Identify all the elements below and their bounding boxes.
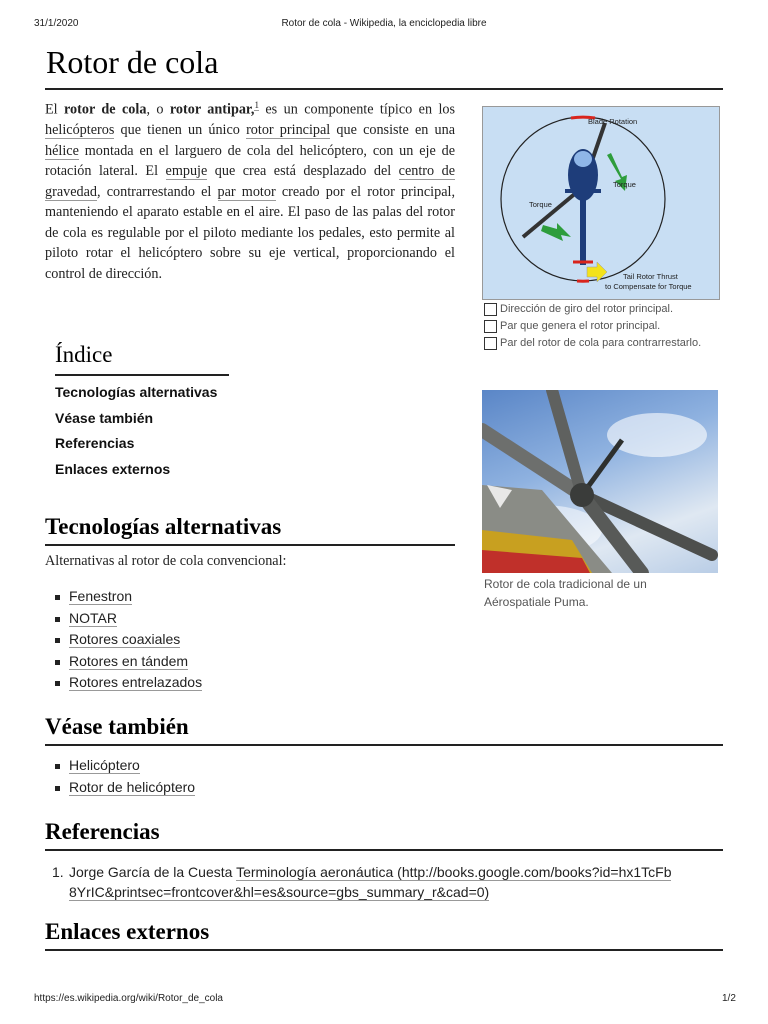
toc-rule [55,374,229,376]
text: que crea está desplazado del [207,163,399,180]
list-item [55,653,202,675]
see-list [55,757,195,800]
text: es un componente típico en los [258,101,455,118]
toc-item-referencias[interactable]: Referencias [55,435,135,451]
link-notar[interactable]: NOTAR [69,609,117,626]
heading-vease: Véase también [45,714,189,739]
legend-swatch-1 [484,303,497,316]
diagram-legend [484,301,701,352]
label-torque-right: Torque [613,180,636,189]
title-rule [45,88,723,90]
legend-item [484,301,701,318]
legend-text: Par del rotor de cola para contrarrestarlo. [500,337,702,349]
label-thrust-line1: Tail Rotor Thrust [623,272,678,281]
list-item [55,610,202,632]
section-rule [45,744,723,746]
section-rule [45,949,723,951]
label-thrust-line2: to Compensate for Torque [605,282,692,291]
legend-item [484,318,701,335]
text: que consiste en una [330,122,455,139]
alt-list [55,588,202,696]
photo-caption: Rotor de cola tradicional de un Aérospatiale Puma. [484,577,647,609]
link-empuje[interactable]: empuje [165,163,208,180]
diagram-svg [483,107,719,299]
intro-paragraph [45,95,455,284]
print-page-number: 1/2 [722,993,736,1004]
link-rotores-tandem[interactable]: Rotores en tándem [69,652,189,669]
photo-svg [482,390,718,573]
text: creado por el rotor principal, manteniendo el aparato estable en el aire. El paso de las palas del rotor de cola es regulable por el piloto mediante los pedales, esto permite al piloto rotar el helicóptero sobre su eje vertical, proporcionando el control de dirección. [45,183,455,282]
legend-swatch-3 [484,337,497,350]
canopy [574,151,592,167]
tail-boom [580,199,586,265]
page-title: Rotor de cola [46,44,219,80]
link-helice[interactable]: hélice [45,142,79,159]
bold-term: rotor de cola [64,101,147,118]
bold-term: rotor antipar, [169,101,255,118]
link-fenestron[interactable]: Fenestron [69,588,133,604]
label-torque-left: Torque [529,200,552,209]
legend-text: Par que genera el rotor principal. [500,320,661,332]
link-helicopteros[interactable]: helicópteros [45,122,115,139]
link-centro-gravedad[interactable]: centro de gravedad [45,163,455,200]
link-rotores-coaxiales[interactable]: Rotores coaxiales [69,631,181,647]
puma-tail-rotor-photo [482,390,718,573]
list-item [55,631,202,653]
link-rotor-helicoptero[interactable]: Rotor de helicóptero [69,778,196,795]
print-url: https://es.wikipedia.org/wiki/Rotor_de_cola [34,993,223,1004]
legend-text: Dirección de giro del rotor principal. [500,303,674,315]
text: montada en el larguero de cola del helicóptero, con un eje de rotación lateral. El [45,142,455,180]
heading-enlaces: Enlaces externos [45,919,210,944]
tail-rotor-diagram [482,106,720,300]
toc-item-enlaces[interactable]: Enlaces externos [55,461,171,477]
rotor-hub [570,483,594,507]
list-item [55,674,202,696]
ref-number: 1. [52,864,64,880]
heading-referencias: Referencias [45,819,160,844]
text: que tienen un único [114,122,247,139]
toc-title: Índice [55,342,113,367]
ref-link-terminologia-cont[interactable]: 8YrIC&printsec=frontcover&hl=es&source=gbs_summary_r&cad=0) [69,884,490,900]
list-item [55,757,195,779]
toc-item-vease[interactable]: Véase también [55,410,154,426]
list-item [55,779,195,801]
link-rotor-principal[interactable]: rotor principal [246,122,331,139]
ref-link-1[interactable]: 1 [254,100,259,110]
ref-link-terminologia[interactable]: Terminología aeronáutica (http://books.google.com/books?id=hx1TcFb [236,864,672,880]
section-rule [45,544,455,546]
print-date: 31/1/2020 [34,18,79,29]
link-par-motor[interactable]: par motor [217,183,276,200]
legend-swatch-2 [484,320,497,333]
text: , contrarrestando el [97,183,218,200]
toc-item-tecnologias[interactable]: Tecnologías alternativas [55,384,218,400]
heading-tecnologias: Tecnologías alternativas [45,514,282,539]
link-helicoptero[interactable]: Helicóptero [69,757,140,773]
link-rotores-entrelazados[interactable]: Rotores entrelazados [69,674,203,690]
ref-author: Jorge García de la Cuesta [69,864,237,880]
text: , o [146,101,170,118]
alt-intro: Alternativas al rotor de cola convencional: [45,553,287,569]
legend-item [484,335,701,352]
torque-arrow-left-icon [541,223,571,241]
label-blade-rotation: Blade Rotation [588,117,638,126]
reference-1 [52,862,724,902]
thrust-arrow-icon [587,262,607,282]
list-item [55,588,202,610]
section-rule [45,849,723,851]
print-doc-title: Rotor de cola - Wikipedia, la enciclopedia libre [281,18,487,29]
text: El [45,101,65,118]
